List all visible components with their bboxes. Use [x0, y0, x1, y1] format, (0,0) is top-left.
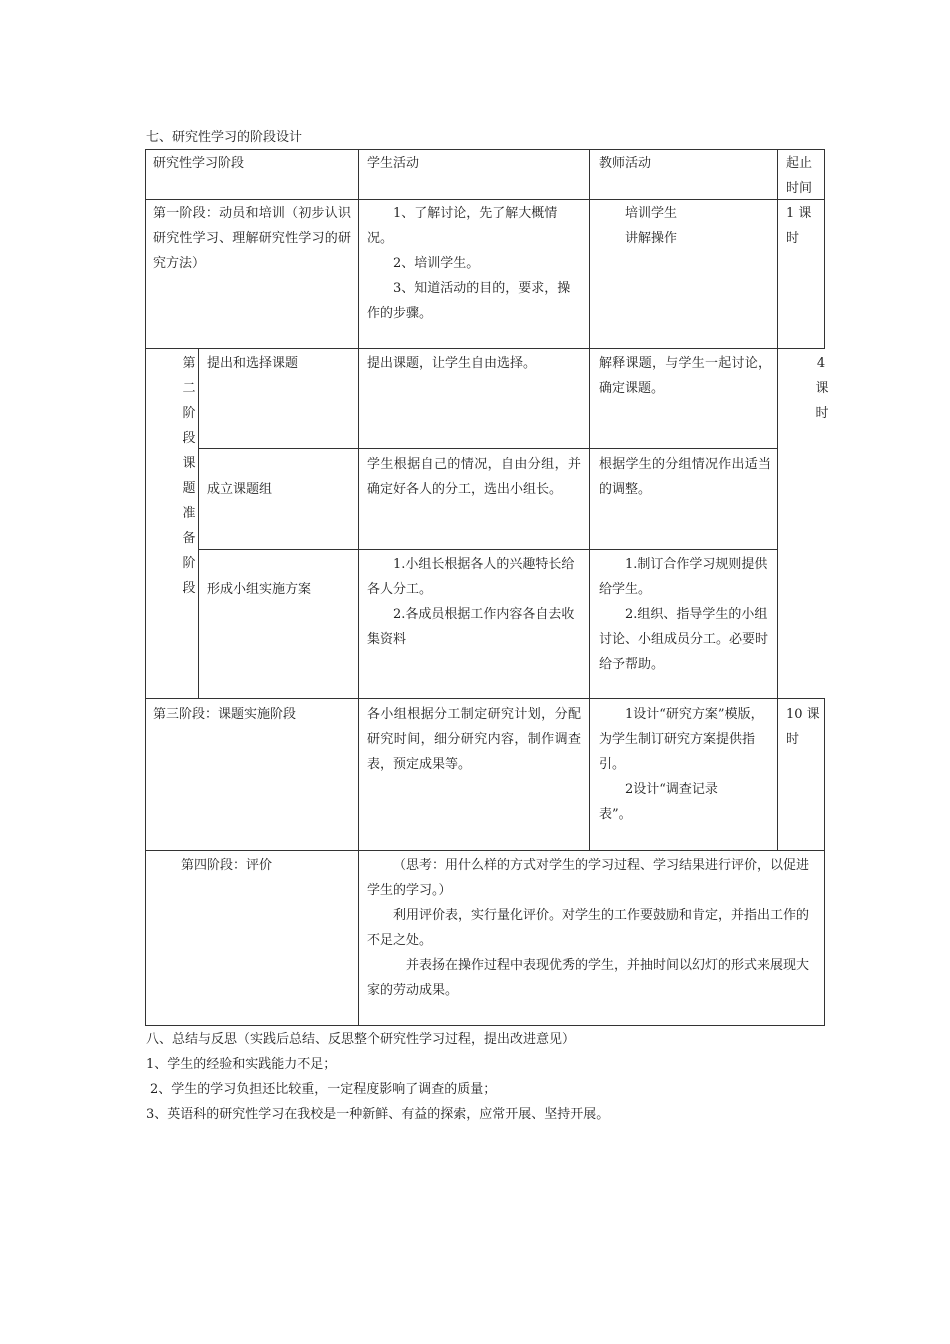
stage2-sub-3: 形成小组实施方案 [207, 582, 312, 597]
summary-heading: 八、总结与反思（实践后总结、反思整个研究性学习过程，提出改进意见） [146, 1032, 576, 1047]
stage4-content-item: 并表扬在操作过程中表现优秀的学生，并抽时间以幻灯的形式来展现大家的劳动成果。 [367, 958, 810, 998]
stage3-teacher [599, 702, 771, 827]
stage1-label: 第一阶段：动员和培训（初步认识研究性学习、理解研究性学习的研究方法） [153, 206, 351, 271]
stage2-teacher-2: 根据学生的分组情况作出适当的调整。 [599, 457, 771, 497]
stage1-teacher-item: 讲解操作 [625, 231, 678, 246]
stage4-content-item: 利用评价表，实行量化评价。对学生的工作要鼓励和肯定，并指出工作的不足之处。 [367, 908, 810, 948]
section-heading: 七、研究性学习的阶段设计 [146, 130, 303, 145]
stage3-time: 10 课时 [786, 707, 820, 747]
stage2-teacher-3-item: 1.制订合作学习规则提供给学生。 [599, 557, 768, 597]
stage4-content-item: （思考：用什么样的方式对学生的学习过程、学习结果进行评价，以促进学生的学习。） [367, 858, 810, 898]
stage2-student-1: 提出课题，让学生自由选择。 [367, 356, 537, 371]
header-stage: 研究性学习阶段 [153, 156, 245, 171]
stage1-student-item: 2、培训学生。 [393, 256, 480, 271]
stage2-sub-1: 提出和选择课题 [207, 356, 299, 371]
stage2-student-2: 学生根据自己的情况，自由分组，并确定好各人的分工，选出小组长。 [367, 457, 581, 497]
stage1-teacher [599, 201, 769, 251]
summary-item: 3、英语科的研究性学习在我校是一种新鲜、有益的探索，应常开展、坚持开展。 [146, 1107, 610, 1122]
stage4-content [367, 853, 815, 1003]
summary-item: 2、学生的学习负担还比较重，一定程度影响了调查的质量； [150, 1082, 497, 1097]
stage1-student-item: 1、了解讨论，先了解大概情况。 [367, 206, 558, 246]
stage2-sub-2: 成立课题组 [207, 482, 273, 497]
stage1-student [367, 201, 579, 326]
header-teacher-activity: 教师活动 [599, 156, 652, 171]
summary-item: 1、学生的经验和实践能力不足； [146, 1057, 337, 1072]
stage2-student-3-item: 2.各成员根据工作内容各自去收集资料 [367, 607, 575, 647]
stage2-teacher-3-item: 2.组织、指导学生的小组讨论、小组成员分工。必要时给予帮助。 [599, 607, 769, 672]
stage2-student-3 [367, 552, 579, 652]
stage1-time: 1 课时 [786, 206, 812, 246]
stage1-student-item: 3、知道活动的目的，要求，操作的步骤。 [367, 281, 571, 321]
stage3-teacher-item: 1设计“研究方案”模版，为学生制订研究方案提供指引。 [599, 707, 764, 772]
header-time-2: 时间 [786, 181, 813, 196]
stage3-label: 第三阶段：课题实施阶段 [153, 707, 297, 722]
stage3-student: 各小组根据分工制定研究计划，分配研究时间，细分研究内容，制作调查表，预定成果等。 [367, 707, 581, 772]
header-time-1: 起止 [786, 156, 813, 171]
stage2-student-3-item: 1.小组长根据各人的兴趣特长给各人分工。 [367, 557, 575, 597]
stage2-teacher-1: 解释课题，与学生一起讨论，确定课题。 [599, 356, 771, 396]
stage2-teacher-3 [599, 552, 769, 677]
stage1-teacher-item: 培训学生 [625, 206, 678, 221]
stage4-label: 第四阶段：评价 [181, 858, 273, 873]
stage3-teacher-item: 2设计“调查记录表”。 [599, 782, 718, 822]
header-student-activity: 学生活动 [367, 156, 420, 171]
